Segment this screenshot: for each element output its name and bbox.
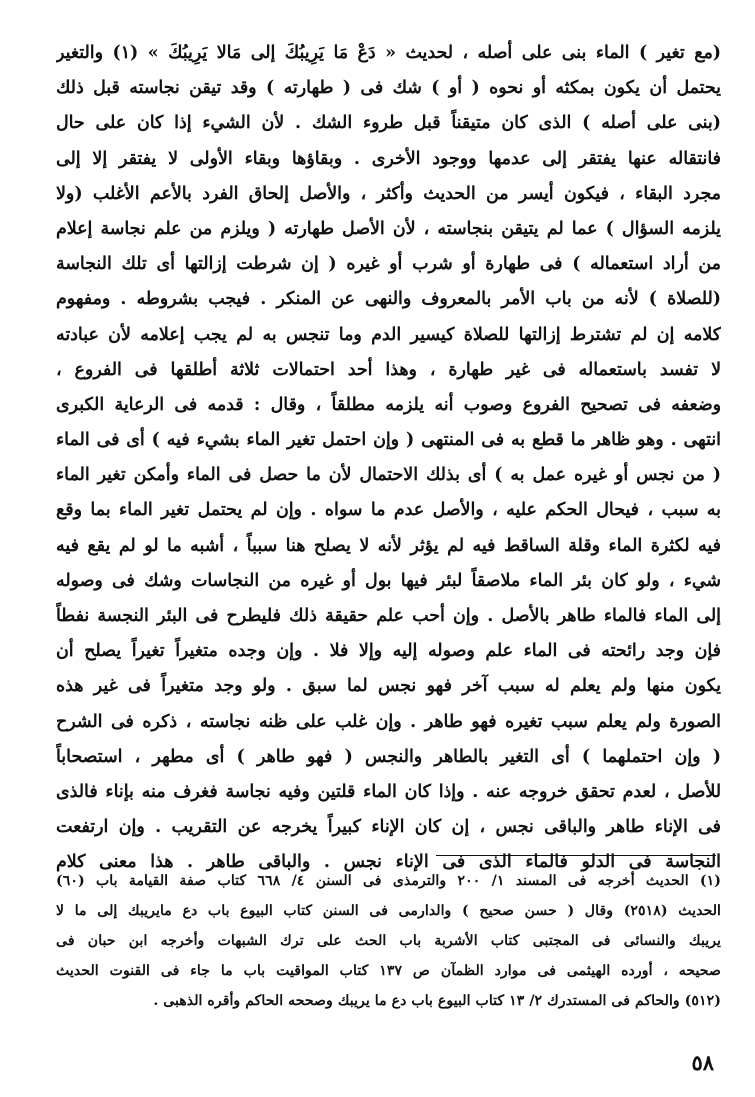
body-line: النجاسة فى الدلو فالماء الذى فى الإناء نجس . والباقى طاهر . هذا معنى كلام [56, 852, 721, 873]
main-body-text [56, 36, 721, 881]
body-line: مجرد البقاء ، فيكون أيسر من الحديث وأكثر ، والأصل إلحاق الفرد بالأعم الأغلب (ولا [56, 183, 721, 204]
body-line: فانتقاله عنها يفتقر إلى عدمها ووجود الأخرى . وبقاؤها وبقاء الأولى لا يفتقر إلا إلى [56, 148, 721, 169]
body-line: شيء ، ولو كان بئر الماء ملاصقاً لبئر فيها بول أو غيره من النجاسات وشك فى وصوله [56, 570, 721, 591]
body-line: (للصلاة ) لأنه من باب الأمر بالمعروف والنهى عن المنكر . فيجب بشروطه . ومفهوم [56, 289, 721, 310]
body-line: يلزمه السؤال ) عما لم يتيقن بنجاسته ، لأن الأصل طهارته ( ويلزم من علم نجاسة إعلام [56, 218, 721, 239]
body-line: فإن وجد رائحته فى الماء علم وصوله إليه وإلا فلا . وإن وجده متغيراً تغيراً يصلح أن [56, 641, 721, 662]
footnote-line: يريبك والنسائى فى المجتبى كتاب الأشربة باب الحث على ترك الشبهات وأخرجه ابن حبان فى [56, 933, 721, 949]
body-line: يحتمل أن يكون بمكثه أو نحوه ( أو ) شك فى ( طهارته ) وقد تيقن نجاسته قبل ذلك [56, 78, 721, 99]
body-line: ( وإن احتملهما ) أى التغير بالطاهر والنجس ( فهو طاهر ) أى مطهر ، استصحاباً [56, 746, 721, 767]
body-line: كلامه إن لم تشترط إزالتها للصلاة كيسير الدم وما تنجس به لم يجب إعلامه لأن عبادته [56, 324, 721, 345]
body-line: ( من نجس أو غيره عمل به ) أى بذلك الاحتمال لأن ما حصل فى الماء وأمكن تغير الماء [56, 465, 721, 486]
body-line: انتهى . وهو ظاهر ما قطع به فى المنتهى ( وإن احتمل تغير الماء بشيء فيه ) أى فى الماء [56, 430, 721, 451]
body-line: فى الإناء طاهر والباقى نجس ، إن كان الإناء كبيراً يخرجه عن التقريب . وإن ارتفعت [56, 817, 721, 838]
body-line: به سبب ، فيحال الحكم عليه ، والأصل عدم ما سواه . وإن لم يحتمل تغير الماء بما وقع [56, 500, 721, 521]
footnotes [56, 866, 721, 1016]
page-number: ٥٨ [691, 1050, 714, 1075]
footnote-divider [436, 855, 716, 856]
body-line: من أراد استعماله ) فى طهارة أو شرب أو غيره ( إن شرطت إزالتها أى تلك النجاسة [56, 254, 721, 275]
footnote-line: (٥١٢) والحاكم فى المستدرك ٢/ ١٣ كتاب البيوع باب دع ما يريبك وصححه الحاكم وأقره الذهبى . [153, 993, 721, 1009]
footnote-line: (١) الحديث أخرجه فى المسند ١/ ٢٠٠ والترمذى فى السنن ٤/ ٦٦٨ كتاب صفة القيامة باب (٦٠) [56, 873, 721, 889]
body-line: إلى الماء فالماء طاهر بالأصل . وإن أحب علم حقيقة ذلك فليطرح فى البئر النجسة نفطاً [56, 606, 721, 626]
body-line: الصورة ولم يعلم سبب تغيره فهو طاهر . وإن غلب على ظنه نجاسته ، ذكره فى الشرح [56, 711, 721, 732]
body-line: فيه لكثرة الماء وقلة الساقط فيه لم يؤثر لأنه لا يصلح هنا سبباً ، أشبه ما لو لم يقع فيه [56, 535, 721, 556]
body-line: (مع تغير ) الماء بنى على أصله ، لحديث « دَعْ مَا يَرِيبُكَ إلى مَالا يَرِيبُكَ » (١) والتغير [56, 43, 721, 63]
body-line: يكون منها ولم يعلم له سبب آخر فهو نجس لما سبق . ولو وجد متغيراً فى غير هذه [56, 676, 721, 697]
body-line: لا تفسد باستعماله فى غير طهارة ، وهذا أحد احتمالات ثلاثة أطلقها فى الفروع ، [56, 359, 721, 380]
body-line: وضعفه فى تصحيح الفروع وصوب أنه يلزمه مطلقاً ، وقال : قدمه فى الرعاية الكبرى [56, 394, 721, 415]
footnote-line: صحيحه ، أورده الهيثمى فى موارد الظمآن ص ١٣٧ كتاب المواقيت باب ما جاء فى القنوت الحديث [56, 963, 721, 979]
body-line: (بنى على أصله ) الذى كان متيقناً قبل طروء الشك . لأن الشيء إذا كان على حال [56, 113, 721, 134]
footnote-line: الحديث (٢٥١٨) وقال ( حسن صحيح ) والدارمى فى السنن كتاب البيوع باب دع مايريبك إلى ما لا [56, 903, 721, 919]
body-line: للأصل ، لعدم تحقق خروجه عنه . وإذا كان الماء قلتين وفيه نجاسة فغرف منه بإناء فالذى [56, 781, 721, 802]
